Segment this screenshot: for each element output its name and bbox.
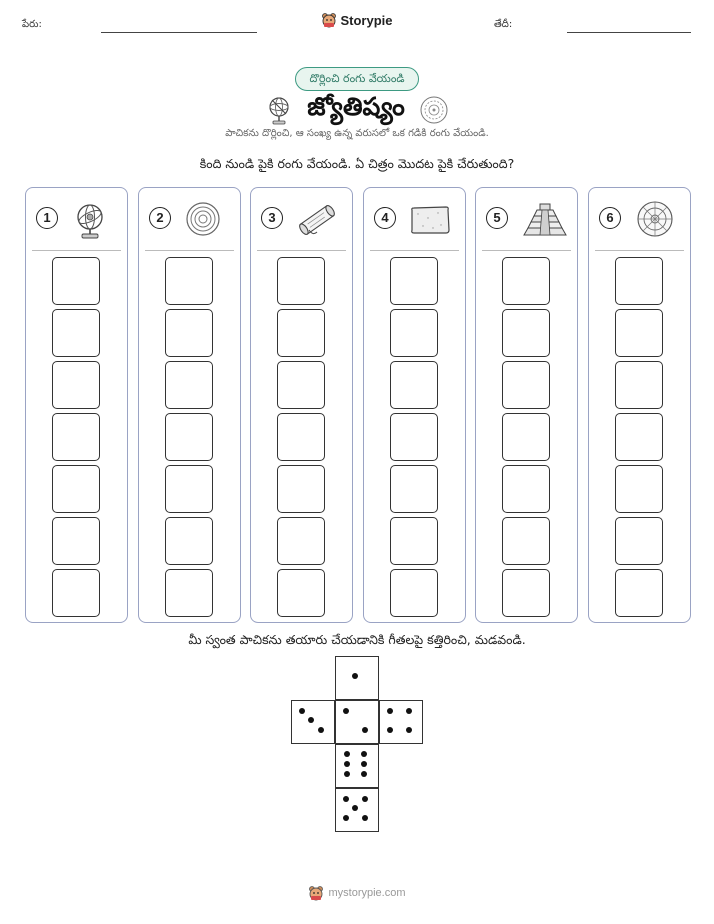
color-cell[interactable]: [615, 465, 663, 513]
color-cell[interactable]: [390, 309, 438, 357]
mandala-icon: [419, 95, 449, 125]
cut-instruction: మీ స్వంత పాచికను తయారు చేయడానికి గీతలపై కత్తిరించి, మడవండి.: [188, 632, 526, 647]
color-cell[interactable]: [390, 569, 438, 617]
color-cell[interactable]: [165, 257, 213, 305]
color-cell[interactable]: [277, 309, 325, 357]
die-pip: [343, 708, 349, 714]
color-cell[interactable]: [52, 465, 100, 513]
die-pip: [344, 771, 350, 777]
color-cell[interactable]: [502, 569, 550, 617]
die-pip: [352, 805, 358, 811]
column-1: [25, 187, 128, 623]
instruction: కింది నుండి పైకి రంగు వేయండి. ఏ చిత్రం మొదట పైకి చేరుతుంది?: [199, 156, 515, 171]
die-face-3: [291, 700, 335, 744]
name-label: పేరు:: [22, 19, 42, 30]
color-cell[interactable]: [52, 309, 100, 357]
date-label: తేదీ:: [494, 19, 513, 30]
column-header: [486, 200, 571, 240]
color-cell[interactable]: [165, 569, 213, 617]
title-row: [0, 92, 714, 129]
color-cell[interactable]: [502, 257, 550, 305]
name-line: [101, 32, 257, 33]
column-header: [374, 200, 459, 240]
color-cell[interactable]: [615, 309, 663, 357]
color-cell[interactable]: [165, 413, 213, 461]
color-cell[interactable]: [615, 361, 663, 409]
die-pip: [344, 751, 350, 757]
pyramid-icon: [520, 200, 570, 240]
die-pip: [362, 727, 368, 733]
die-pip: [352, 673, 358, 679]
column-header: [149, 200, 234, 240]
color-cell[interactable]: [52, 257, 100, 305]
color-cell[interactable]: [52, 517, 100, 565]
zodiac-wheel-icon: [633, 200, 677, 240]
armillary-globe-icon: [70, 200, 110, 240]
color-cell[interactable]: [52, 361, 100, 409]
column-header: [599, 200, 684, 240]
die-pip: [344, 761, 350, 767]
storypie-mascot-icon: [308, 885, 324, 901]
color-cell[interactable]: [165, 361, 213, 409]
die-face-1: [335, 656, 379, 700]
die-face-6: [335, 744, 379, 788]
die-face-2: [335, 700, 379, 744]
color-cell[interactable]: [615, 517, 663, 565]
storypie-mascot-icon: [321, 12, 337, 28]
die-pip: [406, 727, 412, 733]
die-pip: [308, 717, 314, 723]
stone-tablet-icon: [408, 200, 452, 240]
die-pip: [343, 815, 349, 821]
die-pip: [361, 751, 367, 757]
globe-icon: [265, 95, 293, 125]
color-cell[interactable]: [502, 361, 550, 409]
color-cell[interactable]: [502, 465, 550, 513]
die-pip: [362, 815, 368, 821]
column-6: [588, 187, 691, 623]
color-cell[interactable]: [615, 257, 663, 305]
color-cell[interactable]: [390, 413, 438, 461]
column-number: 5: [486, 207, 508, 229]
color-cell[interactable]: [390, 517, 438, 565]
die-pip: [361, 761, 367, 767]
date-line: [567, 32, 691, 33]
color-cell[interactable]: [165, 517, 213, 565]
color-cell[interactable]: [390, 361, 438, 409]
die-pip: [343, 796, 349, 802]
column-number: 6: [599, 207, 621, 229]
color-cell[interactable]: [52, 413, 100, 461]
scroll-icon: [295, 200, 339, 240]
die-pip: [362, 796, 368, 802]
color-cell[interactable]: [502, 517, 550, 565]
die-pip: [299, 708, 305, 714]
color-cell[interactable]: [277, 413, 325, 461]
column-header: [261, 200, 346, 240]
color-cell[interactable]: [615, 413, 663, 461]
die-face-4: [379, 700, 423, 744]
color-cell[interactable]: [390, 465, 438, 513]
color-cell[interactable]: [277, 517, 325, 565]
color-cell[interactable]: [502, 309, 550, 357]
column-number: 4: [374, 207, 396, 229]
subtitle: పాచికను దొర్లించి, ఆ సంఖ్య ఉన్న వరుసలో ఒక గడికి రంగు వేయండి.: [225, 128, 489, 139]
column-2: [138, 187, 241, 623]
die-pip: [318, 727, 324, 733]
die-pip: [387, 708, 393, 714]
footer-site[interactable]: mystorypie.com: [328, 887, 406, 899]
color-cell[interactable]: [277, 465, 325, 513]
die-pip: [387, 727, 393, 733]
color-cell[interactable]: [165, 465, 213, 513]
column-5: [475, 187, 578, 623]
page-title: జ్యోతిష్యం: [307, 92, 405, 121]
die-pip: [361, 771, 367, 777]
color-cell[interactable]: [277, 361, 325, 409]
column-4: [363, 187, 466, 623]
column-number: 3: [261, 207, 283, 229]
die-face-5: [335, 788, 379, 832]
column-number: 1: [36, 207, 58, 229]
footer: [0, 885, 714, 905]
column-header: [36, 200, 121, 240]
color-cell[interactable]: [52, 569, 100, 617]
color-cell[interactable]: [390, 257, 438, 305]
column-3: [250, 187, 353, 623]
color-cell[interactable]: [165, 309, 213, 357]
color-cell[interactable]: [277, 257, 325, 305]
activity-pill: దొర్లించి రంగు వేయండి: [295, 67, 419, 91]
brand-name: Storypie: [340, 12, 393, 28]
column-number: 2: [149, 207, 171, 229]
concentric-rings-icon: [183, 200, 223, 240]
color-cell[interactable]: [502, 413, 550, 461]
die-pip: [406, 708, 412, 714]
brand: [0, 12, 714, 32]
color-cell[interactable]: [615, 569, 663, 617]
color-cell[interactable]: [277, 569, 325, 617]
